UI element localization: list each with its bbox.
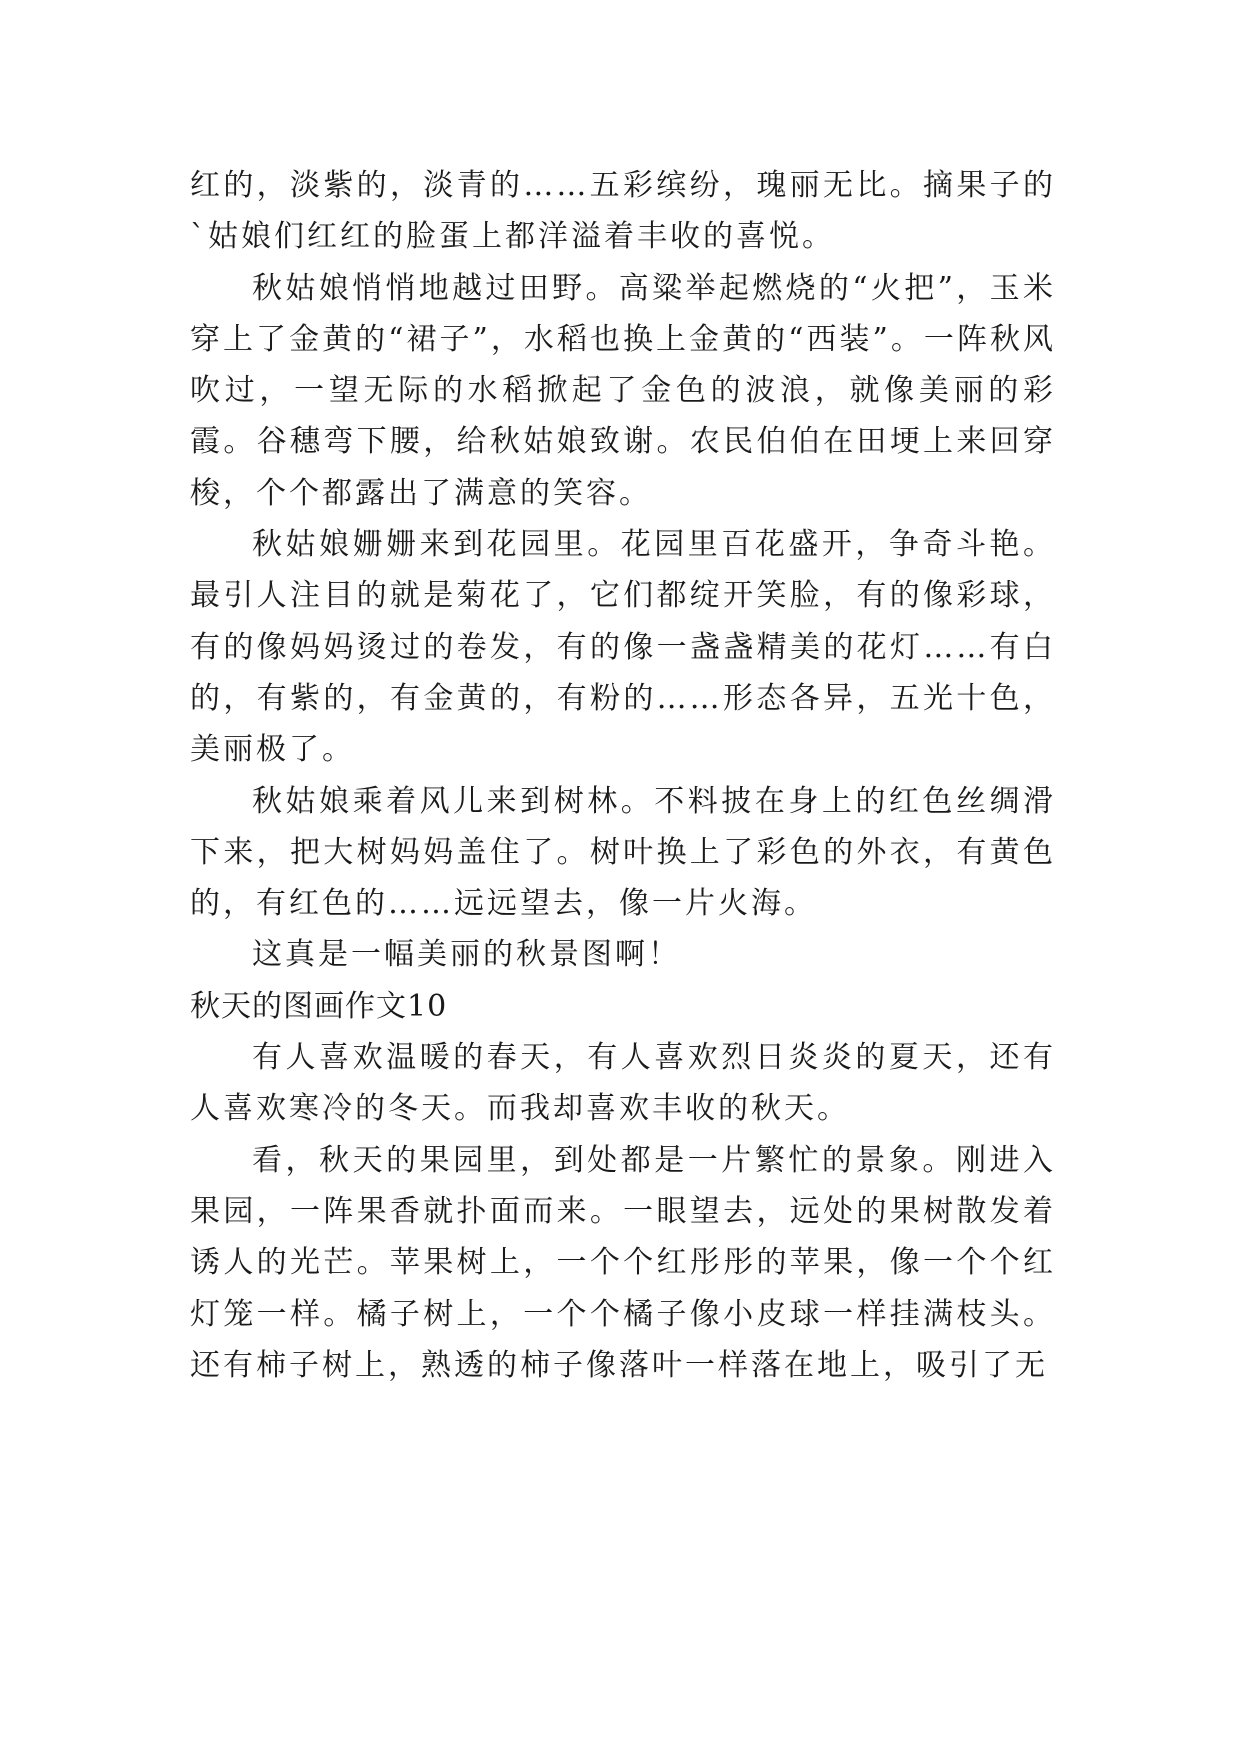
paragraph-continuation: 红的，淡紫的，淡青的……五彩缤纷，瑰丽无比。摘果子的`姑娘们红红的脸蛋上都洋溢着丰收的喜悦。 bbox=[190, 168, 1056, 255]
paragraph-forest: 秋姑娘乘着风儿来到树林。不料披在身上的红色丝绸滑下来，把大树妈妈盖住了。树叶换上了彩色的外衣，有黄色的，有红色的……远远望去，像一片火海。 bbox=[190, 783, 1056, 922]
essay-title: 秋天的图画作文10 bbox=[190, 988, 448, 1024]
paragraph-orchard: 看，秋天的果园里，到处都是一片繁忙的景象。刚进入果园，一阵果香就扑面而来。一眼望去，远处的果树散发着诱人的光芒。苹果树上，一个个红彤彤的苹果，像一个个红灯笼一样。橘子树上，一个个橘子像小皮球一样挂满枝头。还有柿子树上，熟透的柿子像落叶一样落在地上，吸引了无 bbox=[190, 1142, 1056, 1383]
paragraph-garden: 秋姑娘姗姗来到花园里。花园里百花盛开，争奇斗艳。最引人注目的就是菊花了，它们都绽开笑脸，有的像彩球，有的像妈妈烫过的卷发，有的像一盏盏精美的花灯……有白的，有紫的，有金黄的，有粉的……形态各异，五光十色，美丽极了。 bbox=[190, 527, 1056, 768]
paragraph-conclusion: 这真是一幅美丽的秋景图啊！ bbox=[252, 937, 681, 973]
paragraph-intro: 有人喜欢温暖的春天，有人喜欢烈日炎炎的夏天，还有人喜欢寒冷的冬天。而我却喜欢丰收的秋天。 bbox=[190, 1040, 1056, 1127]
paragraph-fields: 秋姑娘悄悄地越过田野。高粱举起燃烧的“火把”，玉米穿上了金黄的“裙子”，水稻也换上金黄的“西装”。一阵秋风吹过，一望无际的水稻掀起了金色的波浪，就像美丽的彩霞。谷穗弯下腰，给秋姑娘致谢。农民伯伯在田埂上来回穿梭，个个都露出了满意的笑容。 bbox=[190, 270, 1056, 511]
